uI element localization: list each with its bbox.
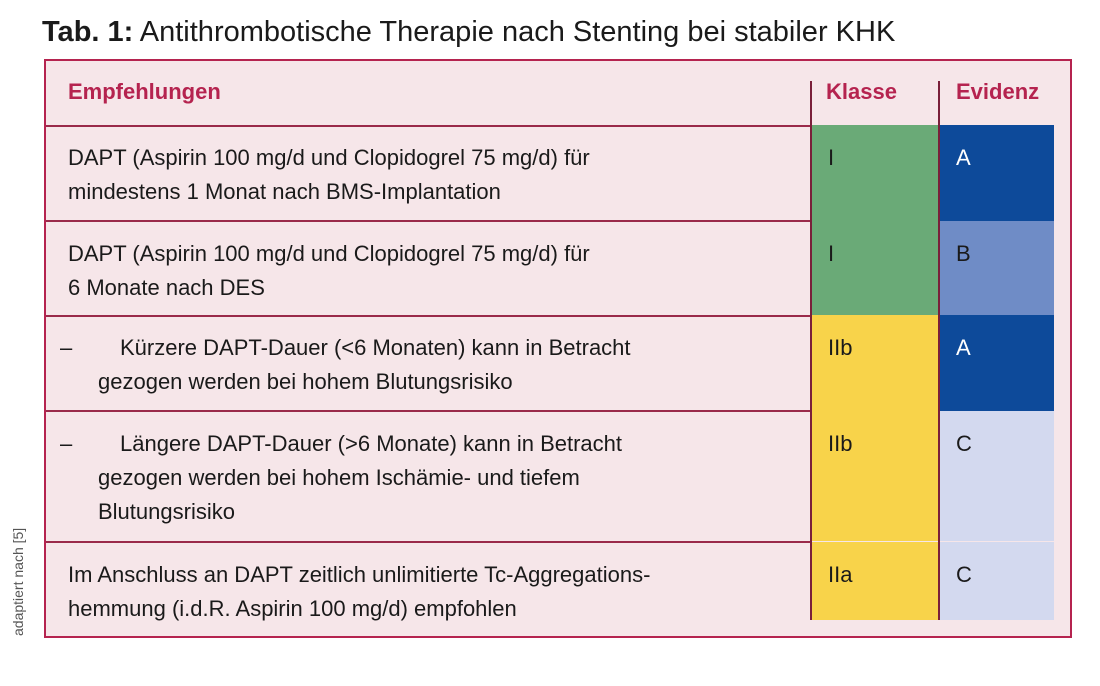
row-text-line: Im Anschluss an DAPT zeitlich unlimitierte Tc-Aggregations- — [68, 562, 651, 587]
column-separator — [810, 125, 812, 620]
header-separator — [810, 81, 812, 125]
class-cell: IIa — [812, 542, 938, 620]
header-class: Klasse — [826, 79, 897, 104]
header-separator — [938, 81, 940, 125]
table-row — [46, 125, 810, 221]
evidence-cell: A — [940, 125, 1054, 221]
row-text-line: DAPT (Aspirin 100 mg/d und Clopidogrel 75 mg/d) für — [68, 241, 590, 266]
class-cell: I — [812, 221, 938, 315]
table-row — [46, 315, 810, 411]
row-text-line: hemmung (i.d.R. Aspirin 100 mg/d) empfohlen — [68, 596, 517, 621]
header-evidence: Evidenz — [956, 79, 1040, 104]
bullet-dash: – — [60, 335, 73, 360]
row-text-line: 6 Monate nach DES — [68, 275, 265, 300]
row-text-line: gezogen werden bei hohem Ischämie- und tiefem — [98, 465, 580, 490]
row-text-line: DAPT (Aspirin 100 mg/d und Clopidogrel 75 mg/d) für — [68, 145, 590, 170]
bullet-dash: – — [60, 431, 73, 456]
evidence-cell: B — [940, 221, 1054, 315]
table-row — [46, 411, 810, 541]
recommendation-table — [44, 59, 1072, 638]
evidence-cell: C — [940, 411, 1054, 541]
row-text: Kürzere DAPT-Dauer (<6 Monaten) kann in Betracht — [120, 335, 631, 360]
row-text-line: Blutungsrisiko — [98, 499, 235, 524]
row-text: Längere DAPT-Dauer (>6 Monate) kann in Betracht — [120, 431, 622, 456]
table-title — [42, 14, 895, 50]
evidence-cell: C — [940, 542, 1054, 620]
row-text-line — [60, 427, 810, 461]
class-cell: IIb — [812, 315, 938, 411]
column-separator — [938, 125, 940, 620]
class-cell: IIb — [812, 411, 938, 541]
row-text-line: mindestens 1 Monat nach BMS-Implantation — [68, 179, 501, 204]
table-number: Tab. 1: — [42, 16, 134, 48]
source-note: adaptiert nach [5] — [10, 527, 26, 636]
class-cell: I — [812, 125, 938, 221]
row-text-line — [60, 331, 810, 365]
table-caption: Antithrombotische Therapie nach Stenting bei stabiler KHK — [139, 16, 896, 48]
table-row — [46, 221, 810, 315]
row-text-line: gezogen werden bei hohem Blutungsrisiko — [98, 369, 513, 394]
header-recommendations: Empfehlungen — [68, 79, 221, 104]
evidence-cell: A — [940, 315, 1054, 411]
table-row — [46, 542, 810, 620]
